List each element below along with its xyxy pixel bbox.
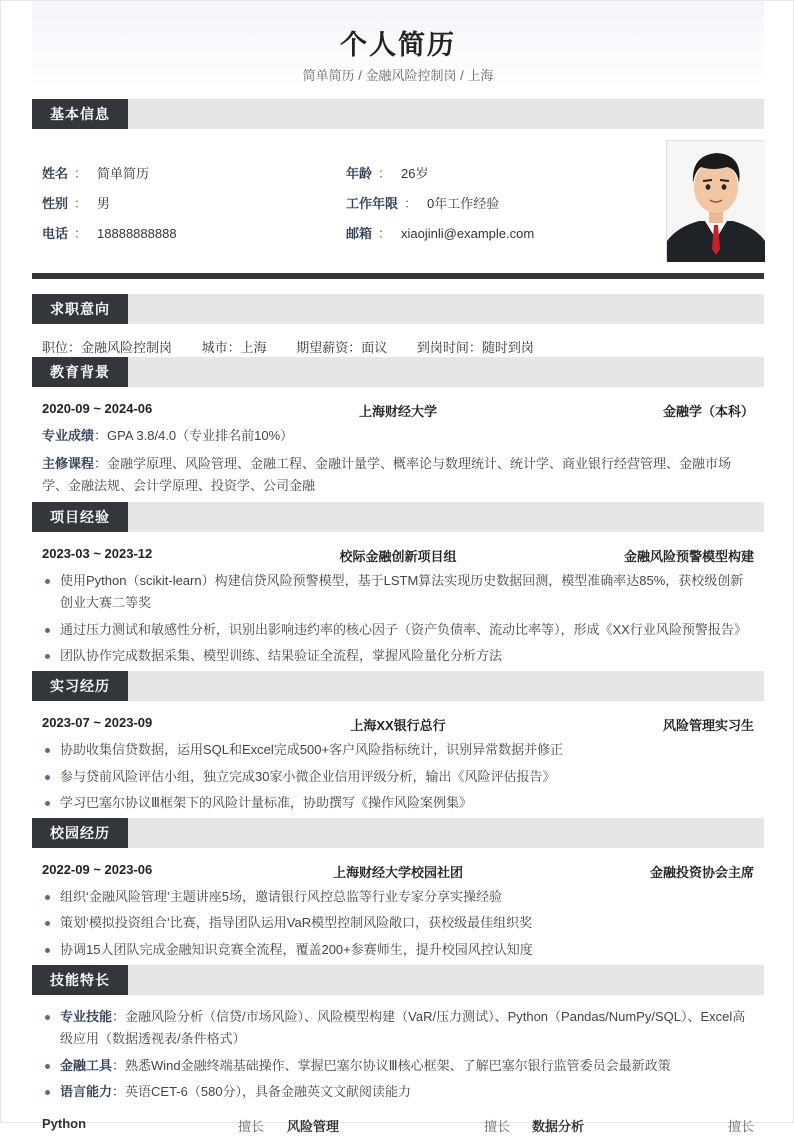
job-intent	[42, 337, 560, 356]
intern-row	[42, 715, 754, 733]
education-courses	[42, 453, 754, 497]
organization: 上海XX银行总行	[350, 718, 446, 733]
campus-row	[42, 862, 754, 880]
info-label: 性别	[42, 196, 69, 211]
skill-label: 专业技能	[60, 1009, 113, 1024]
skill-level: 擅长	[728, 1119, 755, 1134]
info-label: 年龄	[346, 166, 373, 181]
section-education	[32, 357, 764, 387]
section-title: 基本信息	[32, 99, 128, 129]
list-item	[42, 1006, 754, 1050]
skill-level: 擅长	[484, 1119, 511, 1134]
avatar	[666, 140, 764, 261]
major: 金融学（本科）	[662, 404, 754, 419]
skill-label: 金融工具	[60, 1058, 113, 1073]
info-years	[346, 193, 499, 212]
info-label: 邮箱	[346, 226, 373, 241]
skill-value: ：金融风险分析（信贷/市场风险）、风险模型构建（VaR/压力测试）、Python（Pandas/NumPy/SQL）、Excel高级应用（数据透视表/条件格式）	[60, 1009, 746, 1046]
section-basic	[32, 99, 764, 129]
education-gpa	[42, 425, 754, 447]
info-age	[346, 163, 429, 182]
section-title: 技能特长	[32, 965, 128, 995]
info-value: 简单简历	[97, 166, 150, 181]
list-item	[42, 1081, 754, 1103]
skill-levels	[42, 1116, 754, 1136]
list-item: 协助收集信贷数据，运用SQL和Excel完成500+客户风险指标统计，识别异常数据并修正	[42, 739, 754, 761]
info-phone	[42, 223, 177, 242]
info-colon: ：	[404, 196, 418, 211]
role: 金融风险预警模型构建	[623, 549, 754, 564]
section-campus	[32, 818, 764, 848]
skill-label: 语言能力	[60, 1084, 113, 1099]
role: 风险管理实习生	[662, 718, 754, 733]
info-colon: ：	[378, 226, 392, 241]
section-title: 求职意向	[32, 294, 128, 324]
section-project	[32, 502, 764, 532]
section-title: 教育背景	[32, 357, 128, 387]
info-colon: ：	[74, 166, 88, 181]
list-item: 学习巴塞尔协议Ⅲ框架下的风险计量标准，协助撰写《操作风险案例集》	[42, 792, 754, 814]
role: 金融投资协会主席	[649, 865, 754, 880]
intent-salary: 期望薪资：面议	[296, 340, 388, 355]
skill-level: 擅长	[238, 1119, 265, 1134]
info-gender	[42, 193, 110, 212]
section-title: 校园经历	[32, 818, 128, 848]
period: 2023-03 ~ 2023-12	[42, 546, 153, 561]
info-email	[346, 223, 534, 242]
list-item	[42, 1055, 754, 1077]
list-item: 组织‘金融风险管理’主题讲座5场，邀请银行风控总监等行业专家分享实操经验	[42, 886, 754, 908]
school: 上海财经大学	[358, 404, 437, 419]
page-subtitle: 简单简历 / 金融风险控制岗 / 上海	[302, 68, 494, 83]
section-title: 项目经验	[32, 502, 128, 532]
list-item: 使用Python（scikit-learn）构建信贷风险预警模型，基于LSTM算法实现历史数据回测，模型准确率达85%，获校级创新创业大赛二等奖	[42, 570, 754, 614]
info-label: 姓名	[42, 166, 69, 181]
gpa-value: ：GPA 3.8/4.0（专业排名前10%）	[94, 428, 294, 443]
section-intern	[32, 671, 764, 701]
intent-arrival: 到岗时间：随时到岗	[416, 340, 534, 355]
courses-label: 主修课程	[42, 456, 95, 471]
info-value: 18888888888	[97, 226, 177, 241]
list-item: 团队协作完成数据采集、模型训练、结果验证全流程，掌握风险量化分析方法	[42, 645, 754, 667]
courses-value: ：金融学原理、风险管理、金融工程、金融计量学、概率论与数理统计、统计学、商业银行经营管理、金融市场学、金融法规、会计学原理、投资学、公司金融	[42, 456, 732, 493]
organization: 上海财经大学校园社团	[332, 865, 463, 880]
info-value: 26岁	[401, 166, 429, 181]
list-item: 协调15人团队完成金融知识竞赛全流程，覆盖200+参赛师生，提升校园风控认知度	[42, 939, 754, 961]
info-value: xiaojinli@example.com	[401, 226, 535, 241]
skill-name: 风险管理	[287, 1119, 340, 1134]
info-colon: ：	[74, 226, 88, 241]
info-name	[42, 163, 149, 182]
list-item: 策划‘模拟投资组合’比赛，指导团队运用VaR模型控制风险敞口，获校级最佳组织奖	[42, 912, 754, 934]
skill-value: ：英语CET-6（580分），具备金融英文文献阅读能力	[112, 1084, 412, 1099]
list-item: 通过压力测试和敏感性分析，识别出影响违约率的核心因子（资产负债率、流动比率等），形成《XX行业风险预警报告》	[42, 619, 754, 641]
divider	[32, 273, 764, 279]
gpa-label: 专业成绩	[42, 428, 95, 443]
section-skills	[32, 965, 764, 995]
period: 2020-09 ~ 2024-06	[42, 401, 153, 416]
info-label: 工作年限	[346, 196, 399, 211]
section-intent	[32, 294, 764, 324]
info-label: 电话	[42, 226, 69, 241]
period: 2022-09 ~ 2023-06	[42, 862, 153, 877]
avatar-portrait-icon	[667, 141, 765, 262]
skill-value: ：熟悉Wind金融终端基础操作、掌握巴塞尔协议Ⅲ核心框架、了解巴塞尔银行监管委员会最新政策	[112, 1058, 671, 1073]
period: 2023-07 ~ 2023-09	[42, 715, 153, 730]
info-colon: ：	[74, 196, 88, 211]
education-row	[42, 401, 754, 419]
intent-city: 城市：上海	[201, 340, 267, 355]
skill-name: 数据分析	[532, 1119, 585, 1134]
skill-name: Python	[42, 1116, 87, 1131]
list-item: 参与贷前风险评估小组，独立完成30家小微企业信用评级分析，输出《风险评估报告》	[42, 766, 754, 788]
info-value: 男	[97, 196, 111, 211]
organization: 校际金融创新项目组	[339, 549, 457, 564]
resume-header	[32, 1, 764, 89]
intent-position: 职位：金融风险控制岗	[42, 340, 173, 355]
info-value: 0年工作经验	[427, 196, 500, 211]
section-title: 实习经历	[32, 671, 128, 701]
project-row	[42, 546, 754, 564]
info-colon: ：	[378, 166, 392, 181]
page-title: 个人简历	[340, 30, 456, 60]
